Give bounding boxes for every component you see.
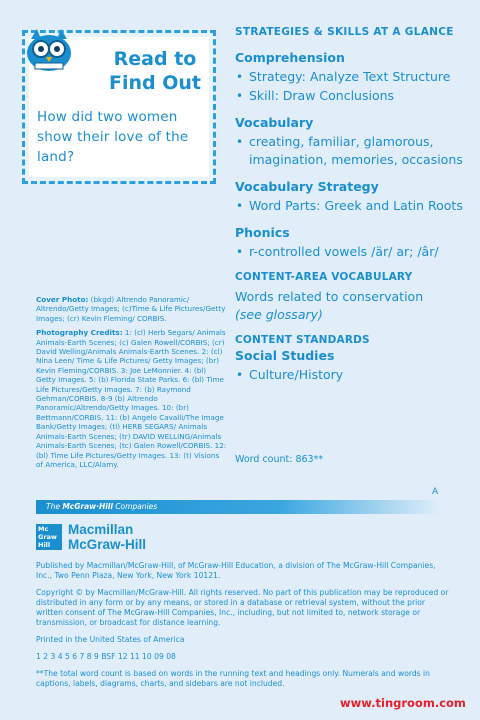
- logo-line1: Macmillan: [68, 522, 134, 537]
- content-vocab-line1: Words related to conservation: [235, 289, 424, 304]
- read-box-title-line1: Read to: [113, 48, 197, 70]
- cover-credit-text: (bkgd) Altrendo Panoramic/ Altrendo/Getty Images; (c)Time & Life Pictures/Getty Images; (cr) Kevin Fleming/ CORBIS.: [36, 295, 226, 323]
- content-vocab-line2: (see glossary): [235, 307, 323, 322]
- read-box-question: How did two women show their love of the land?: [37, 109, 189, 165]
- list-item: • r-controlled vowels /är/ ar; /âr/: [235, 243, 465, 261]
- phonics-section: [235, 225, 465, 261]
- photo-credits: [36, 295, 228, 474]
- cover-credit: [36, 295, 228, 323]
- content-vocab-heading: CONTENT-AREA VOCABULARY: [235, 271, 413, 283]
- standards-heading: CONTENT STANDARDS: [235, 334, 370, 346]
- cover-credit-label: Cover Photo:: [36, 295, 89, 304]
- phonics-heading: Phonics: [235, 225, 290, 240]
- list-item: • Culture/History: [235, 366, 465, 384]
- comprehension-heading: Comprehension: [235, 50, 345, 65]
- standards-section: [235, 334, 465, 384]
- mh-bar-brand: McGraw·Hill: [62, 502, 113, 511]
- copyright-notice: Copyright © by Macmillan/McGraw-Hill. All rights reserved. No part of this publication may be reproduced or distributed in any form or by any means, or stored in a database or retrieval system, without the prior written consent of The McGraw-Hill Companies, Inc., including, but not limited to, network storage or transmission, or broadcast for distance learning.: [36, 588, 449, 627]
- list-item: • creating, familiar, glamorous, imagination, memories, occasions: [235, 133, 465, 169]
- mh-bar-prefix: The: [46, 502, 63, 511]
- legal-text: [36, 561, 451, 696]
- word-count-footnote: **The total word count is based on words in the running text and headings only. Numerals and words in captions, labels, diagrams, charts, and sidebars are not included.: [36, 669, 430, 688]
- owl-mascot-icon: [23, 27, 75, 73]
- vocab-strategy-heading: Vocabulary Strategy: [235, 179, 379, 194]
- mh-bar-suffix: Companies: [112, 502, 158, 511]
- vocabulary-section: [235, 115, 465, 169]
- glance-heading: STRATEGIES & SKILLS AT A GLANCE: [235, 26, 454, 38]
- list-item: • Skill: Draw Conclusions: [235, 87, 465, 105]
- vocab-strategy-section: [235, 179, 465, 215]
- mh-bar-text: [46, 502, 157, 511]
- logo-box-line: Graw: [38, 533, 57, 541]
- list-item: • Strategy: Analyze Text Structure: [235, 68, 465, 86]
- read-box-title-line2: Find Out: [109, 72, 201, 94]
- content-vocab-section: [235, 271, 465, 324]
- photography-credit-text: 1: (cl) Herb Segars/ Animals Animals-Earth Scenes; (c) Galen Rowell/CORBIS; (cr) David Welling/Animals Animals-Earth Scenes. 2: (cl) Nina Leen/ Time & Life Pictures/ Getty Images; (br) Kevin Fleming/CORBIS. 3: Joe LeMonnier. 4: (bl) Getty Images. 5: (b) Florida State Parks. 6: (bl) Time Life Pictures/Getty Images. 7: (b) Raymond Gehman/CORBIS. 8-9 (b) Altrendo Panoramic/Altrendo/Getty Images. 10: (br) Bettmann/CORBIS. 11: (b) Angelo Cavalli/The Image Bank/Getty Images; (tl) HERB SEGARS/ Animals Animals-Earth Scenes; (tr) DAVID WELLING/Animals Animals-Earth Scenes; (tc) Galen Rowell/CORBIS. 12: (bl) Time Life Pictures/Getty Images. 13: (t) Visions of America, LLC/Alamy.: [36, 328, 227, 469]
- read-to-find-out-box: [22, 30, 216, 184]
- standards-subheading: Social Studies: [235, 348, 335, 363]
- photography-credit-label: Photography Credits:: [36, 328, 123, 338]
- logo-box-line: Hill: [38, 541, 51, 549]
- printed-in: Printed in the United States of America: [36, 635, 185, 644]
- published-by: Published by Macmillan/McGraw-Hill, of McGraw-Hill Education, a division of The McGraw-Hill Companies, Inc., Two Penn Plaza, New York, New York 10121.: [36, 561, 436, 580]
- photography-credit: [36, 328, 228, 469]
- mcgraw-hill-logo-icon: [36, 524, 62, 550]
- strategies-skills-column: [235, 26, 465, 394]
- list-item: • Word Parts: Greek and Latin Roots: [235, 197, 465, 215]
- publisher-logo-text: [68, 522, 146, 552]
- logo-box-line: Mc: [38, 525, 49, 533]
- word-count: Word count: 863**: [235, 454, 324, 465]
- print-numbers: 1 2 3 4 5 6 7 8 9 BSF 12 11 10 09 08: [36, 652, 176, 661]
- vocabulary-heading: Vocabulary: [235, 115, 314, 130]
- watermark: www.tingroom.com: [340, 696, 466, 710]
- read-box-inner: [29, 37, 209, 177]
- page-letter: A: [432, 487, 439, 497]
- read-box-title: [95, 47, 215, 95]
- comprehension-section: [235, 50, 465, 105]
- logo-line2: McGraw-Hill: [68, 537, 147, 552]
- mcgraw-hill-companies-bar: [36, 500, 441, 514]
